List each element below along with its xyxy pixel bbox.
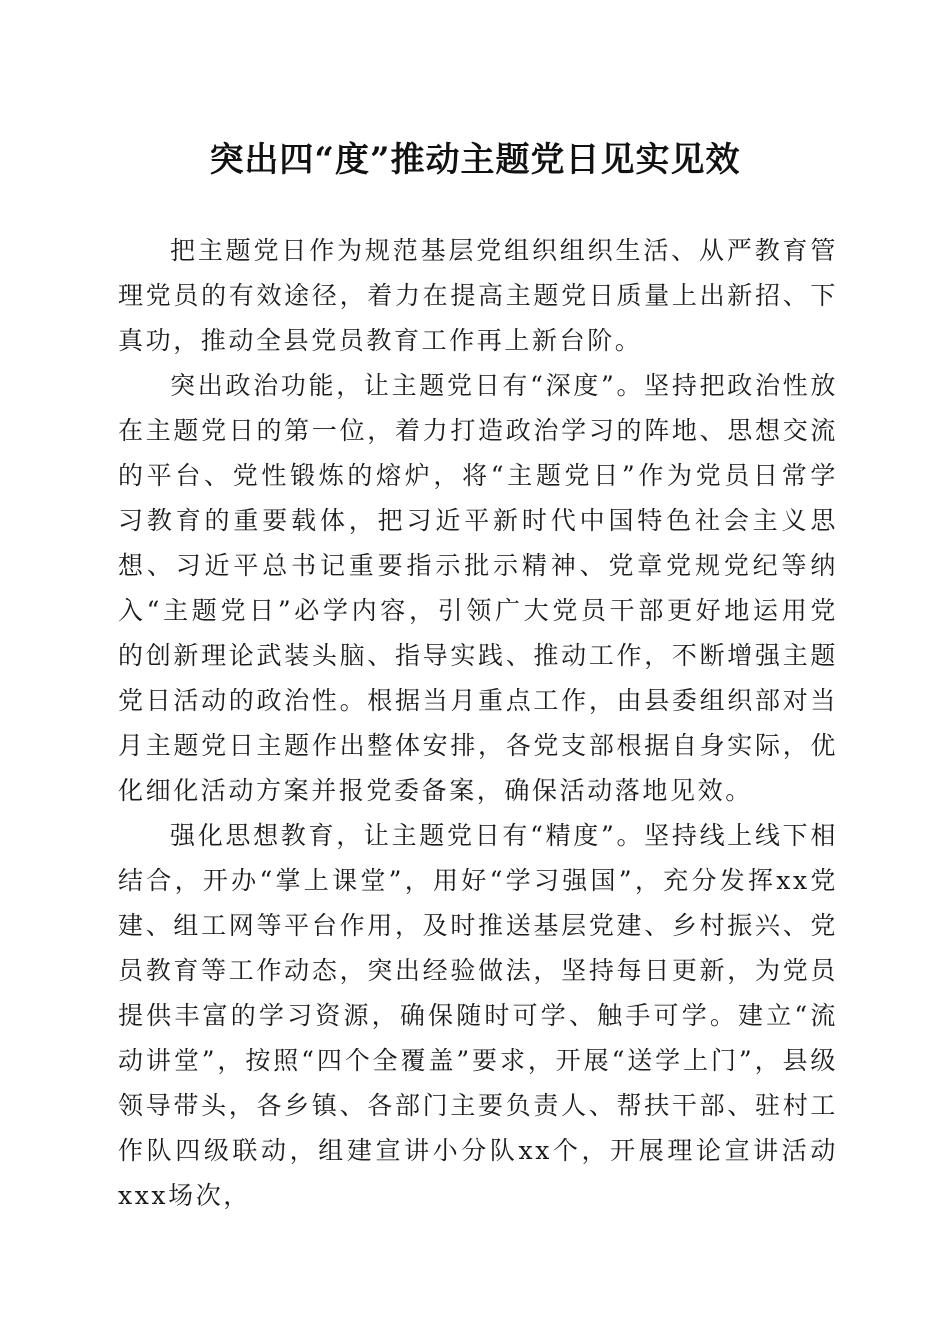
document-body bbox=[118, 228, 838, 1218]
paragraph-precision: 强化思想教育，让主题党日有“精度”。坚持线上线下相结合，开办“掌上课堂”，用好“学习强国”，充分发挥xx党建、组工网等平台作用，及时推送基层党建、乡村振兴、党员教育等工作动态，突出经验做法，坚持每日更新，为党员提供丰富的学习资源，确保随时可学、触手可学。建立“流动讲堂”，按照“四个全覆盖”要求，开展“送学上门”，县级领导带头，各乡镇、各部门主要负责人、帮扶干部、驻村工作队四级联动，组建宣讲小分队xx个，开展理论宣讲活动xxx场次， bbox=[118, 821, 838, 1210]
document-title: 突出四“度”推动主题党日见实见效 bbox=[209, 140, 741, 180]
paragraph-depth: 突出政治功能，让主题党日有“深度”。坚持把政治性放在主题党日的第一位，着力打造政治学习的阵地、思想交流的平台、党性锻炼的熔炉，将“主题党日”作为党员日常学习教育的重要载体，把习近平新时代中国特色社会主义思想、习近平总书记重要指示批示精神、党章党规党纪等纳入“主题党日”必学内容，引领广大党员干部更好地运用党的创新理论武装头脑、指导实践、推动工作，不断增强主题党日活动的政治性。根据当月重点工作，由县委组织部对当月主题党日主题作出整体安排，各党支部根据自身实际，优化细化活动方案并报党委备案，确保活动落地见效。 bbox=[118, 371, 838, 805]
paragraph-intro: 把主题党日作为规范基层党组织组织生活、从严教育管理党员的有效途径，着力在提高主题党日质量上出新招、下真功，推动全县党员教育工作再上新台阶。 bbox=[118, 236, 838, 355]
